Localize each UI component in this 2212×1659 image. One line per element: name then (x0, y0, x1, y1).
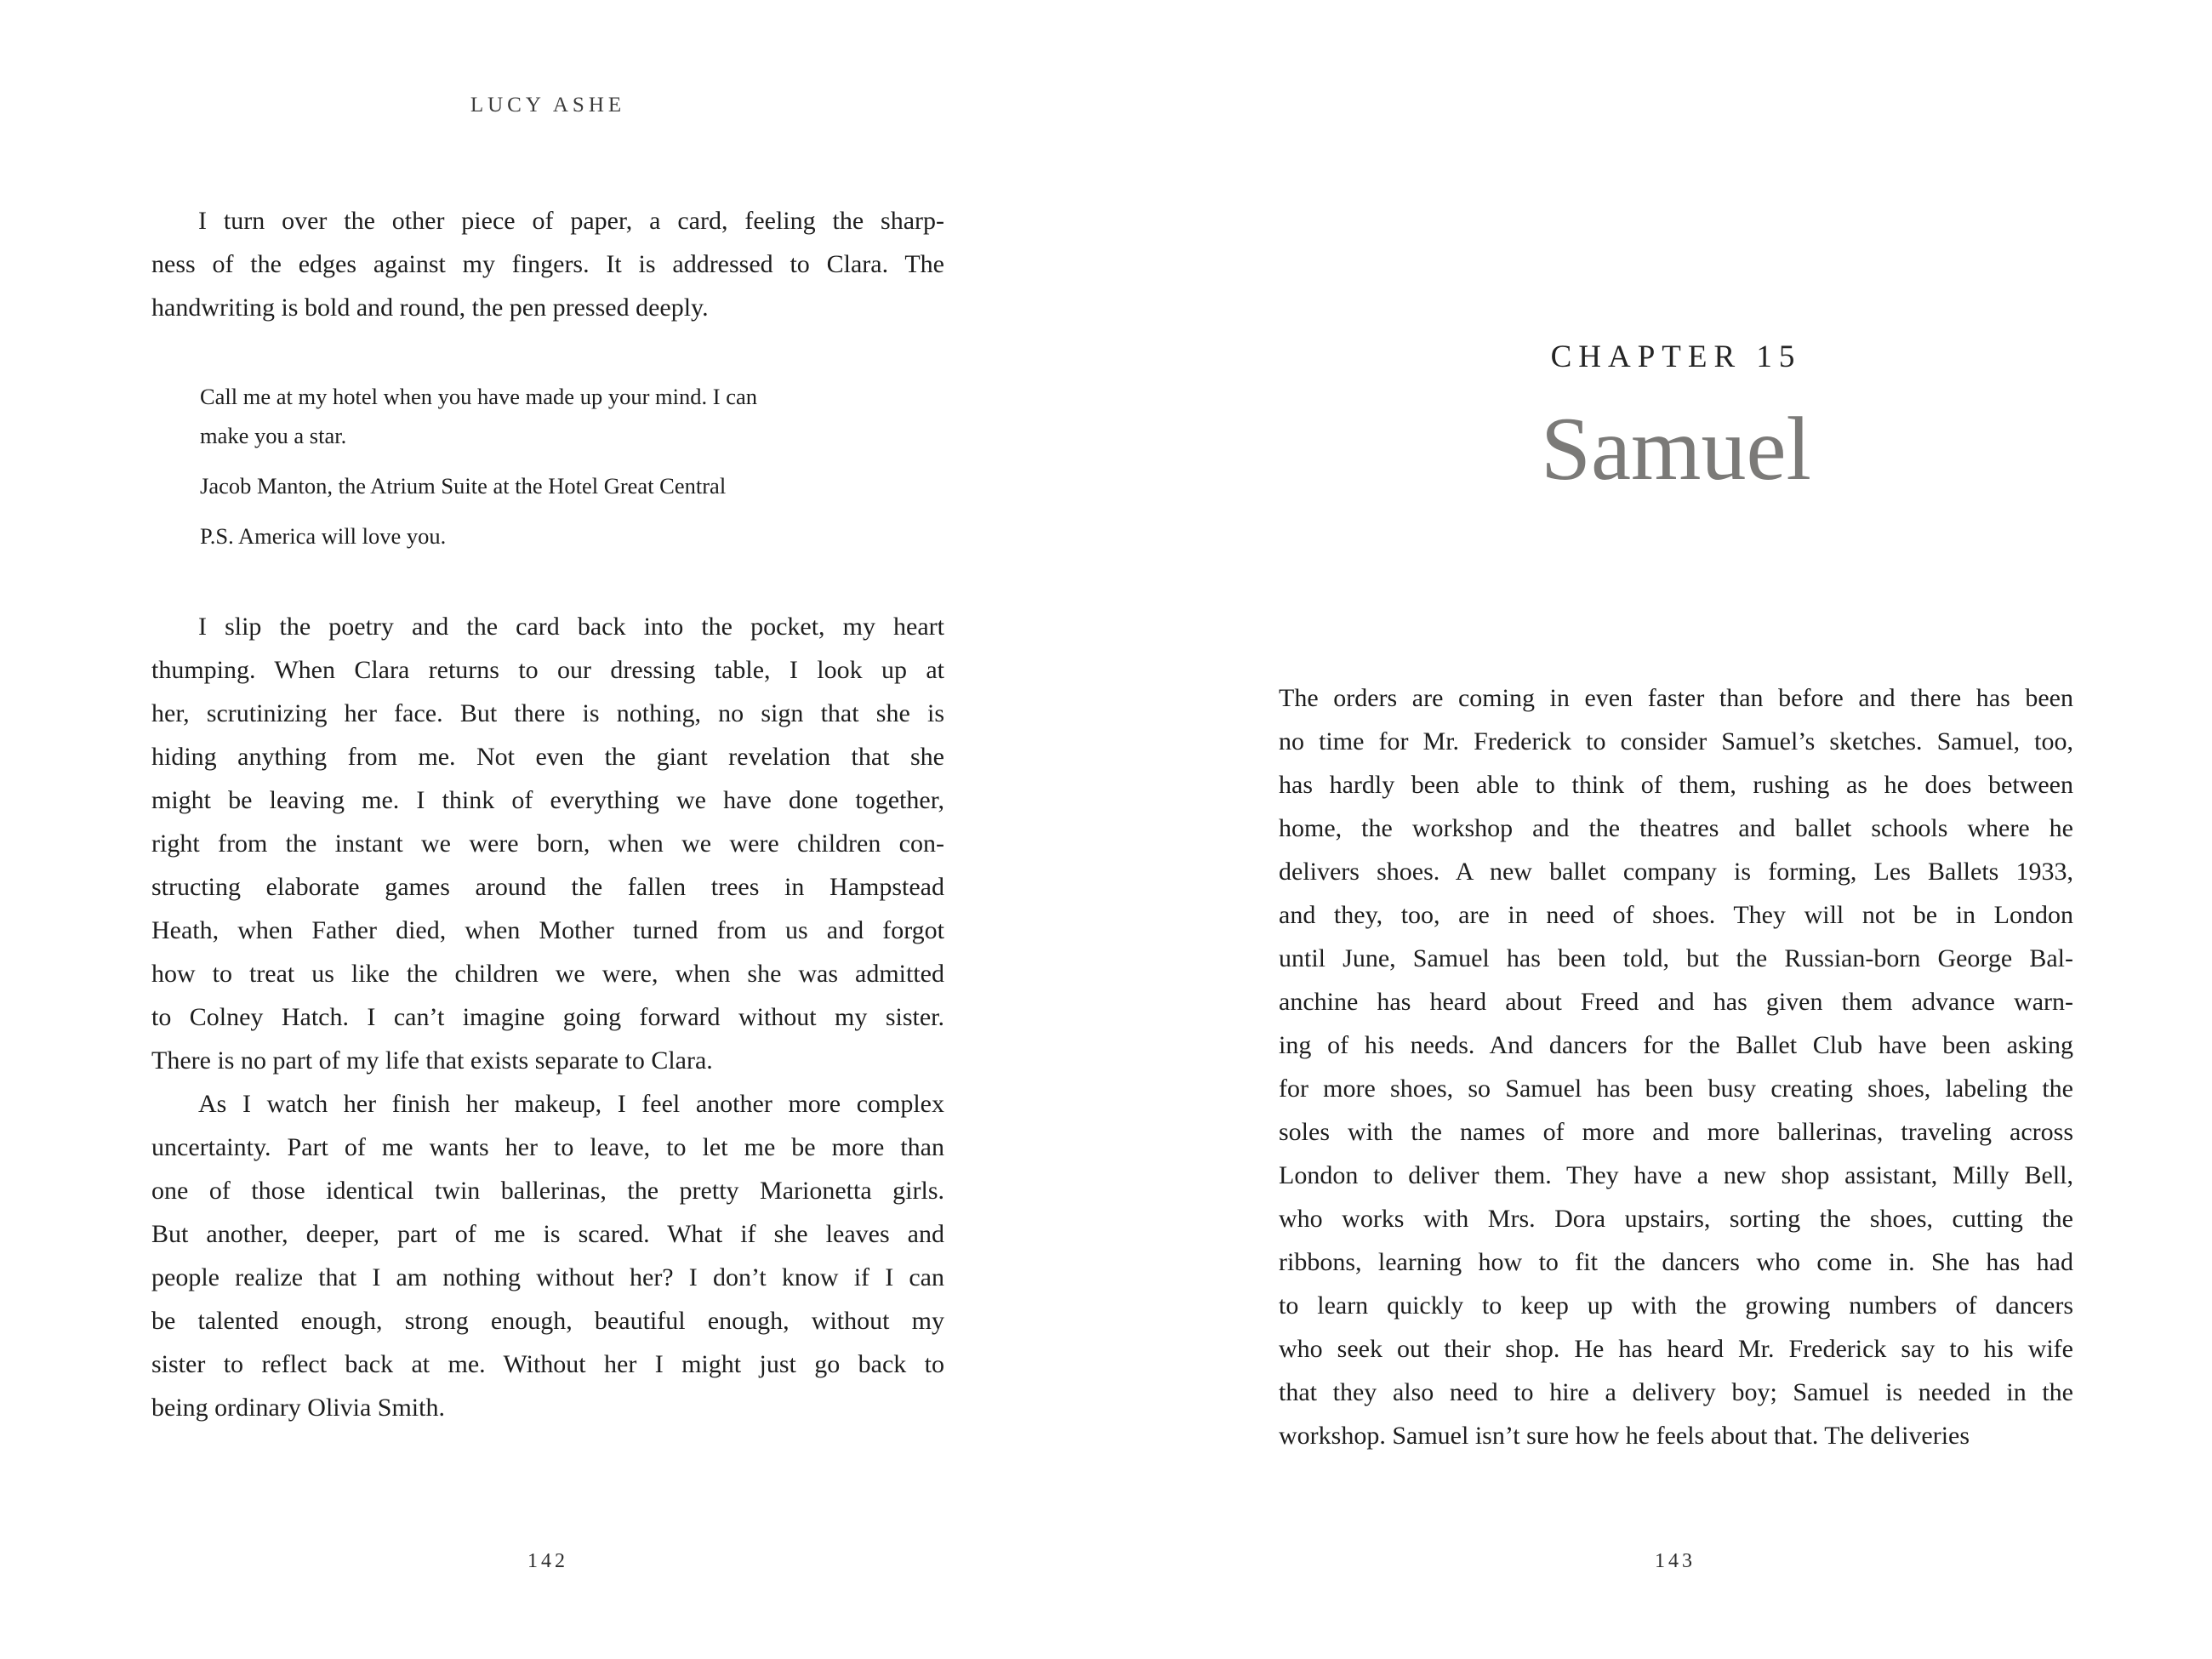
body-text-left (151, 199, 944, 1429)
body-text-right (1279, 676, 2073, 1457)
text-line: But another, deeper, part of me is scared. What if she leaves and (151, 1220, 944, 1248)
text-line: be talented enough, strong enough, beautiful enough, without my (151, 1307, 944, 1335)
text-line: I turn over the other piece of paper, a card, feeling the sharp- (198, 207, 944, 235)
running-header: LUCY ASHE (470, 94, 626, 117)
text-line: As I watch her finish her makeup, I feel another more complex (198, 1090, 944, 1118)
text-line: to learn quickly to keep up with the growing numbers of dancers (1279, 1291, 2073, 1320)
text-line: handwriting is bold and round, the pen pressed deeply. (151, 294, 709, 322)
page-number-left: 142 (527, 1550, 568, 1572)
text-line: delivers shoes. A new ballet company is forming, Les Ballets 1933, (1279, 858, 2073, 886)
text-line: for more shoes, so Samuel has been busy creating shoes, labeling the (1279, 1075, 2073, 1103)
text-line: home, the workshop and the theatres and ballet schools where he (1279, 814, 2073, 842)
text-line: uncertainty. Part of me wants her to leave, to let me be more than (151, 1133, 944, 1161)
chapter-label: CHAPTER 15 (1550, 339, 1802, 374)
text-line: being ordinary Olivia Smith. (151, 1394, 445, 1422)
text-line: workshop. Samuel isn’t sure how he feels about that. The deliveries (1279, 1422, 1970, 1450)
text-line: to Colney Hatch. I can’t imagine going forward without my sister. (151, 1003, 944, 1031)
text-line: make you a star. (200, 423, 347, 448)
chapter-title: Samuel (1541, 399, 1811, 499)
text-line: London to deliver them. They have a new shop assistant, Milly Bell, (1279, 1161, 2073, 1189)
text-line: P.S. America will love you. (200, 523, 447, 549)
text-line: Call me at my hotel when you have made up your mind. I can (200, 384, 757, 409)
text-line: who works with Mrs. Dora upstairs, sorting the shoes, cutting the (1279, 1205, 2073, 1233)
text-line: until June, Samuel has been told, but the Russian-born George Bal- (1279, 944, 2073, 972)
page-right (1106, 0, 2212, 1659)
text-line: hiding anything from me. Not even the giant revelation that she (151, 743, 944, 771)
letter-quote (200, 377, 881, 556)
text-line: people realize that I am nothing without her? I don’t know if I can (151, 1263, 944, 1291)
paragraph (151, 199, 944, 329)
text-line: ing of his needs. And dancers for the Ballet Club have been asking (1279, 1031, 2073, 1059)
quote-paragraph (200, 466, 881, 505)
text-line: structing elaborate games around the fallen trees in Hampstead (151, 873, 944, 901)
text-line: ribbons, learning how to fit the dancers who come in. She has had (1279, 1248, 2073, 1276)
text-line: The orders are coming in even faster than before and there has been (1279, 684, 2073, 712)
quote-paragraph (200, 377, 881, 455)
text-line: anchine has heard about Freed and has given them advance warn- (1279, 988, 2073, 1016)
text-line: that they also need to hire a delivery boy; Samuel is needed in the (1279, 1378, 2073, 1406)
text-line: and they, too, are in need of shoes. They will not be in London (1279, 901, 2073, 929)
text-line: sister to reflect back at me. Without her I might just go back to (151, 1350, 944, 1378)
text-line: Heath, when Father died, when Mother turned from us and forgot (151, 916, 944, 944)
text-line: her, scrutinizing her face. But there is nothing, no sign that she is (151, 699, 944, 727)
text-line: right from the instant we were born, when we were children con- (151, 830, 944, 858)
text-line: one of those identical twin ballerinas, the pretty Marionetta girls. (151, 1177, 944, 1205)
text-line: There is no part of my life that exists separate to Clara. (151, 1046, 713, 1075)
text-line: ness of the edges against my fingers. It is addressed to Clara. The (151, 250, 944, 278)
page-number-right: 143 (1655, 1550, 1696, 1572)
text-line: soles with the names of more and more ballerinas, traveling across (1279, 1118, 2073, 1146)
quote-paragraph (200, 516, 881, 556)
paragraph (151, 1082, 944, 1429)
text-line: who seek out their shop. He has heard Mr. Frederick say to his wife (1279, 1335, 2073, 1363)
paragraph (1279, 676, 2073, 1457)
text-line: might be leaving me. I think of everything we have done together, (151, 786, 944, 814)
text-line: Jacob Manton, the Atrium Suite at the Hotel Great Central (200, 473, 727, 499)
text-line: no time for Mr. Frederick to consider Samuel’s sketches. Samuel, too, (1279, 727, 2073, 755)
text-line: has hardly been able to think of them, rushing as he does between (1279, 771, 2073, 799)
text-line: I slip the poetry and the card back into the pocket, my heart (198, 613, 944, 641)
text-line: how to treat us like the children we were, when she was admitted (151, 960, 944, 988)
paragraph (151, 605, 944, 1082)
text-line: thumping. When Clara returns to our dressing table, I look up at (151, 656, 944, 684)
